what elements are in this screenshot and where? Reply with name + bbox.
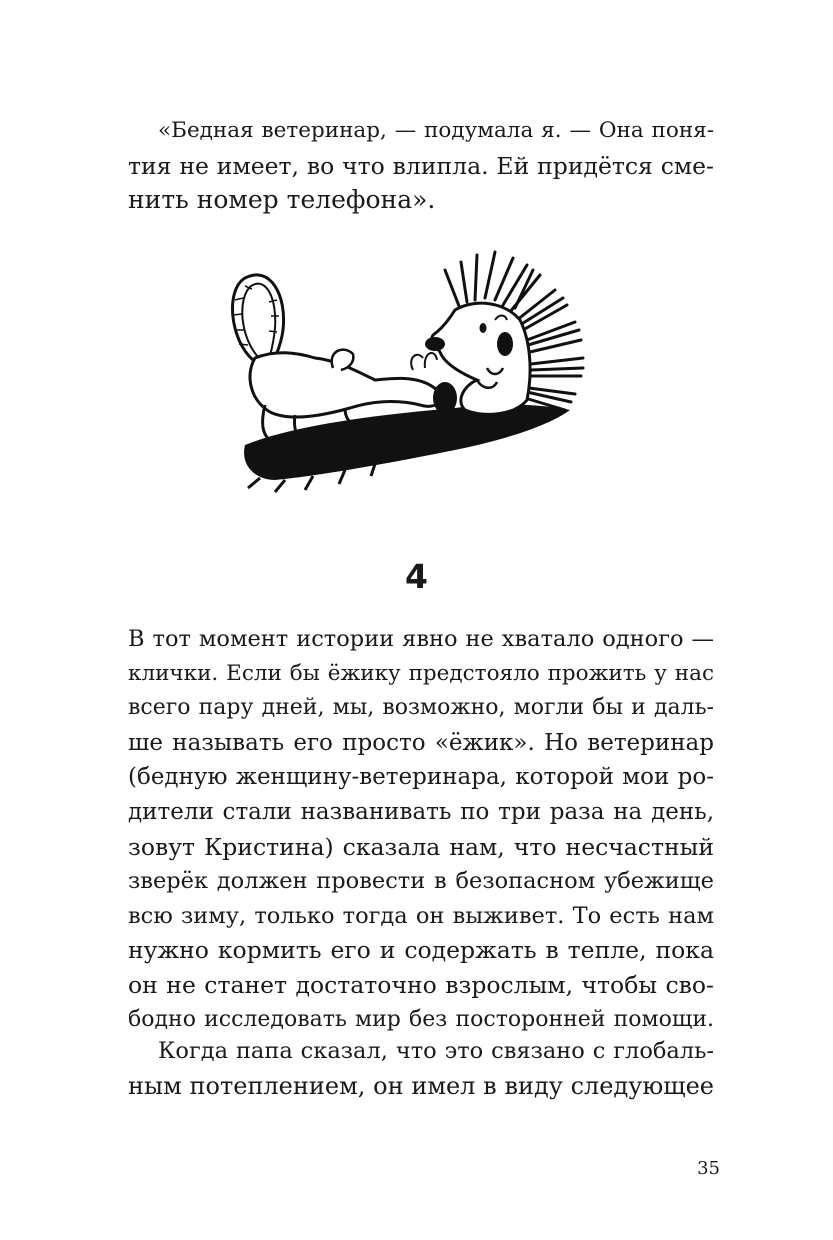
text-line: ше называть его просто «ёжик». Но ветеринар bbox=[128, 729, 714, 756]
text-line: (бедную женщину-ветеринара, которой мои ро- bbox=[128, 764, 714, 791]
paragraph-1 bbox=[128, 114, 714, 218]
text-line: тия не имеет, во что влипла. Ей придётся сме- bbox=[128, 151, 714, 180]
text-line: всю зиму, только тогда он выживет. То есть нам bbox=[128, 902, 714, 929]
page-number: 35 bbox=[697, 1158, 720, 1179]
chapter-number: 4 bbox=[405, 557, 428, 596]
text-line: нужно кормить его и содержать в тепле, пока bbox=[128, 936, 714, 965]
text-line: он не станет достаточно взрослым, чтобы сво- bbox=[128, 970, 714, 999]
text-line: зовут Кристина) сказала нам, что несчастный bbox=[128, 832, 714, 861]
text-line: нить номер телефона». bbox=[128, 185, 436, 215]
text-line: «Бедная ветеринар, — подумала я. — Она поня- bbox=[158, 118, 714, 143]
text-line: всего пару дней, мы, возможно, могли бы и даль- bbox=[128, 695, 714, 721]
paragraph-3 bbox=[128, 1034, 714, 1103]
rat-and-hedgehog-illustration bbox=[215, 240, 610, 495]
text-line: Когда папа сказал, что это связано с глобаль- bbox=[158, 1038, 714, 1064]
text-line: дители стали названивать по три раза на день, bbox=[128, 798, 714, 825]
text-line: В тот момент истории явно не хватало одного — bbox=[128, 626, 714, 652]
text-line: зверёк должен провести в безопасном убежище bbox=[128, 868, 714, 895]
text-line: бодно исследовать мир без посторонней помощи. bbox=[128, 1006, 714, 1032]
text-line: клички. Если бы ёжику предстояло прожить у нас bbox=[128, 660, 714, 686]
paragraph-2 bbox=[128, 622, 714, 1037]
text-line: ным потеплением, он имел в виду следующее bbox=[128, 1071, 714, 1100]
